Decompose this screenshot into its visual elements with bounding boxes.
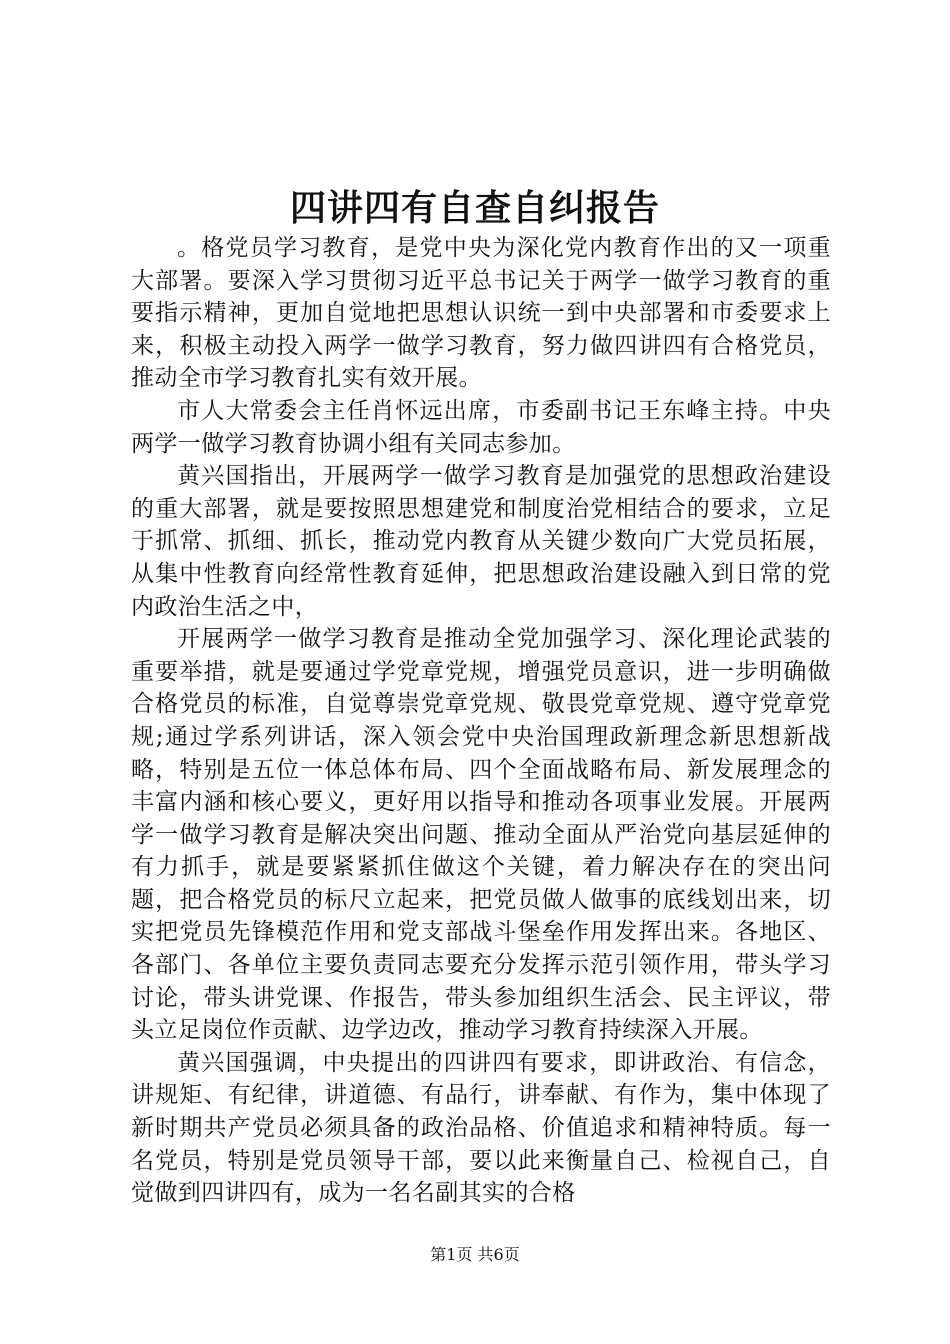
page-footer: 第1页 共6页 — [430, 1245, 520, 1264]
paragraph: 。格党员学习教育，是党中央为深化党内教育作出的又一项重大部署。要深入学习贯彻习近平总书记关于两学一做学习教育的重要指示精神，更加自觉地把思想认识统一到中央部署和市委要求上来，积极主动投入两学一做学习教育，努力做四讲四有合格党员，推动全市学习教育扎实有效开展。 — [131, 235, 831, 392]
paragraph: 黄兴国指出，开展两学一做学习教育是加强党的思想政治建设的重大部署，就是要按照思想建党和制度治党相结合的要求，立足于抓常、抓细、抓长，推动党内教育从关键少数向广大党员拓展，从集中性教育向经常性教育延伸，把思想政治建设融入到日常的党内政治生活之中， — [131, 463, 831, 620]
paragraph: 开展两学一做学习教育是推动全党加强学习、深化理论武装的重要举措，就是要通过学党章党规，增强党员意识，进一步明确做合格党员的标准，自觉尊崇党章党规、敬畏党章党规、遵守党章党规;通过学系列讲话，深入领会党中央治国理政新理念新思想新战略，特别是五位一体总体布局、四个全面战略布局、新发展理念的丰富内涵和核心要义，更好用以指导和推动各项事业发展。开展两学一做学习教育是解决突出问题、推动全面从严治党向基层延伸的有力抓手，就是要紧紧抓住做这个关键，着力解决存在的突出问题，把合格党员的标尺立起来，把党员做人做事的底线划出来，切实把党员先锋模范作用和党支部战斗堡垒作用发挥出来。各地区、各部门、各单位主要负责同志要充分发挥示范引领作用，带头学习讨论，带头讲党课、作报告，带头参加组织生活会、民主评议，带头立足岗位作贡献、边学边改，推动学习教育持续深入开展。 — [131, 626, 831, 1044]
paragraph: 市人大常委会主任肖怀远出席，市委副书记王东峰主持。中央两学一做学习教育协调小组有关同志参加。 — [131, 397, 831, 457]
document-body — [131, 232, 831, 1210]
document-title: 四讲四有自查自纠报告 — [289, 187, 660, 229]
paragraph: 黄兴国强调，中央提出的四讲四有要求，即讲政治、有信念，讲规矩、有纪律，讲道德、有品行，讲奉献、有作为，集中体现了新时期共产党员必须具备的政治品格、价值追求和精神特质。每一名党员，特别是党员领导干部，要以此来衡量自己、检视自己，自觉做到四讲四有，成为一名名副其实的合格 — [131, 1049, 831, 1207]
